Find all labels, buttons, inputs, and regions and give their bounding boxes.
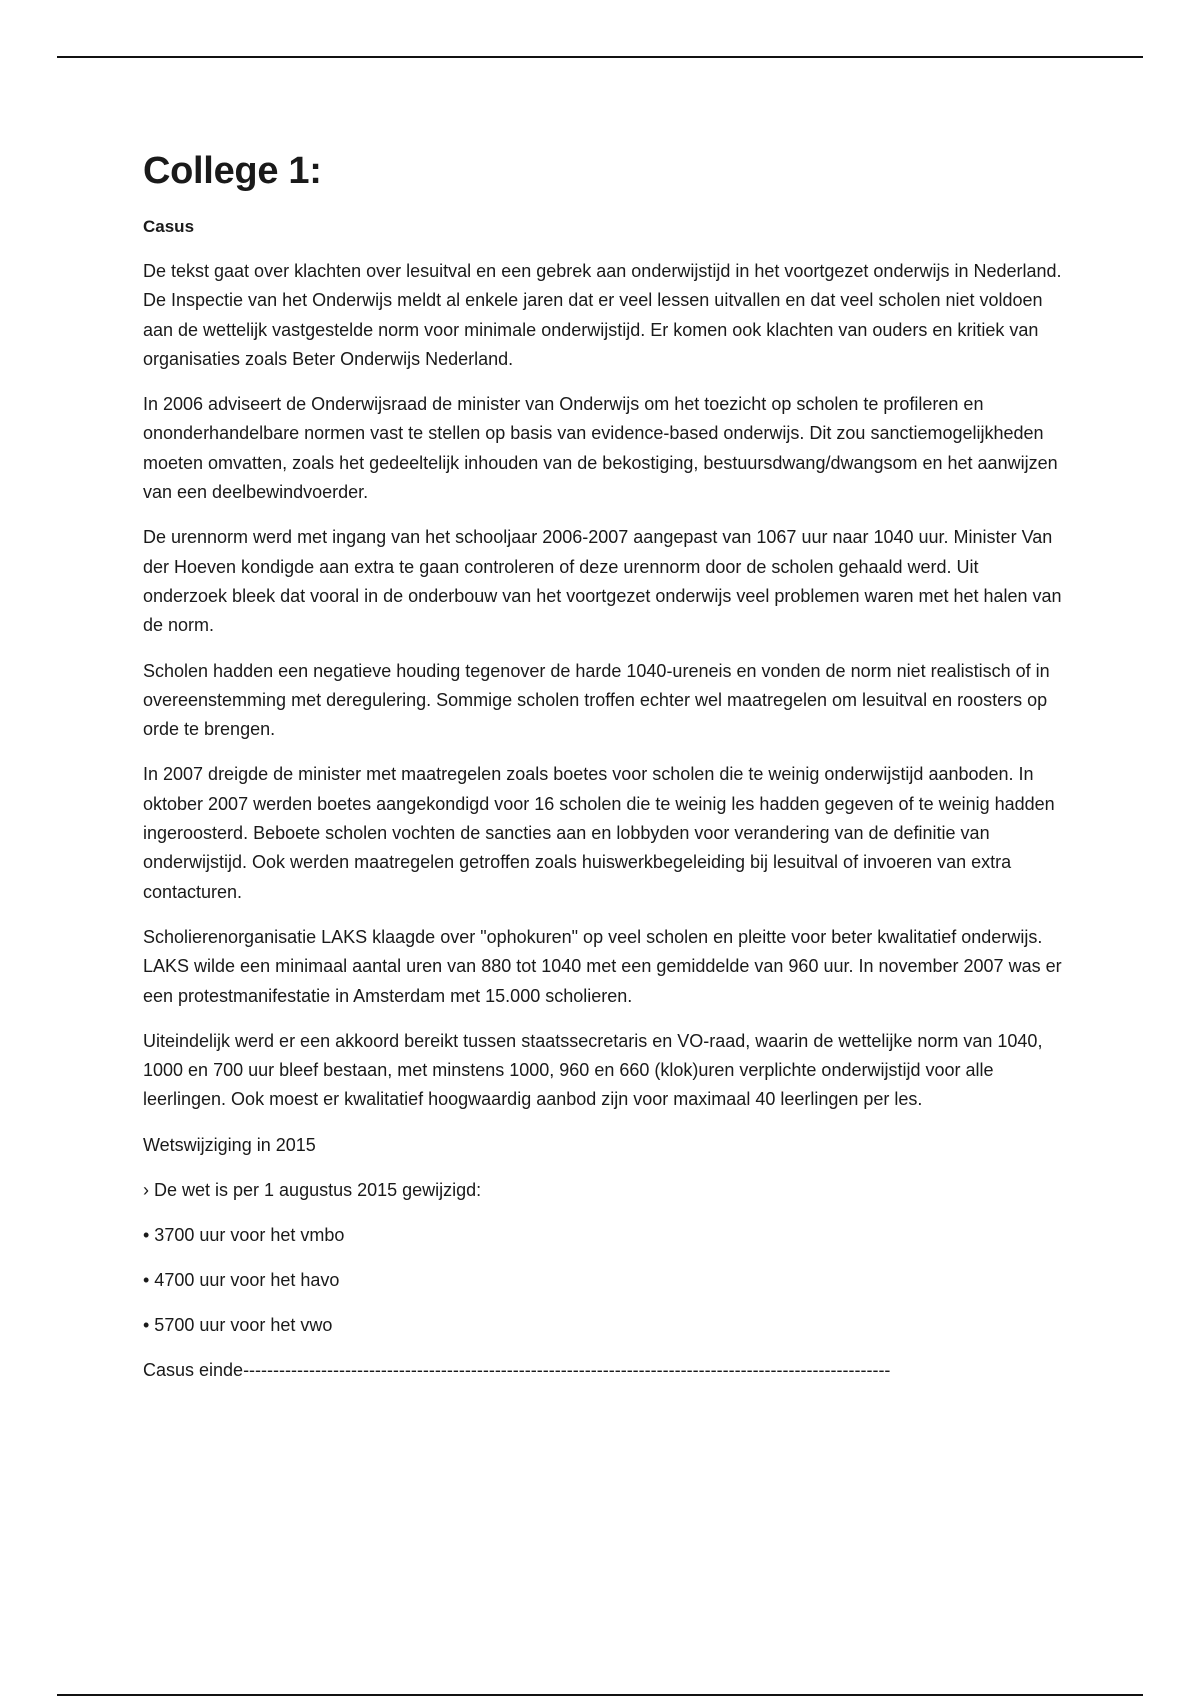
law-change-intro: › De wet is per 1 augustus 2015 gewijzigd: [143, 1179, 482, 1200]
document-title: College 1: [143, 150, 322, 192]
paragraph: Scholen hadden een negatieve houding tegenover de harde 1040-ureneis en vonden de norm niet realistisch of in overeenstemming met deregulering. Sommige scholen troffen echter wel maatregelen om lesuitval en roosters op orde te brengen. [143, 660, 1050, 740]
list-item: • 3700 uur voor het vmbo [143, 1224, 345, 1245]
document-body [143, 146, 1063, 1401]
case-end-marker: Casus einde------------------------------------------------------------------------------------------------------------ [143, 1359, 891, 1380]
law-change-heading: Wetswijziging in 2015 [143, 1134, 316, 1155]
paragraph: Uiteindelijk werd er een akkoord bereikt tussen staatssecretaris en VO-raad, waarin de wettelijke norm van 1040, 1000 en 700 uur bleef bestaan, met minstens 1000, 960 en 660 (klok)uren verplichte onderwijstijd voor alle leerlingen. Ook moest er kwalitatief hoogwaardig aanbod zijn voor maximaal 40 leerlingen per les. [143, 1030, 1043, 1110]
section-label-casus: Casus [143, 217, 195, 236]
paragraph: In 2007 dreigde de minister met maatregelen zoals boetes voor scholen die te weinig onderwijstijd aanboden. In oktober 2007 werden boetes aangekondigd voor 16 scholen die te weinig les hadden gegeven of te weinig hadden ingeroosterd. Beboete scholen vochten de sancties aan en lobbyden voor verandering van de definitie van onderwijstijd. Ook werden maatregelen getroffen zoals huiswerkbegeleiding bij lesuitval of invoeren van extra contacturen. [143, 764, 1055, 902]
list-item: • 5700 uur voor het vwo [143, 1314, 333, 1335]
paragraph: De tekst gaat over klachten over lesuitval en een gebrek aan onderwijstijd in het voortgezet onderwijs in Nederland. De Inspectie van het Onderwijs meldt al enkele jaren dat er veel lessen uitvallen en dat veel scholen niet voldoen aan de wettelijk vastgestelde norm voor minimale onderwijstijd. Er komen ook klachten van ouders en kritiek van organisaties zoals Beter Onderwijs Nederland. [143, 261, 1062, 369]
paragraph: Scholierenorganisatie LAKS klaagde over "ophokuren" op veel scholen en pleitte voor beter kwalitatief onderwijs. LAKS wilde een minimaal aantal uren van 880 tot 1040 met een gemiddelde van 960 uur. In november 2007 was er een protestmanifestatie in Amsterdam met 15.000 scholieren. [143, 926, 1062, 1006]
paragraph: In 2006 adviseert de Onderwijsraad de minister van Onderwijs om het toezicht op scholen te profileren en ononderhandelbare normen vast te stellen op basis van evidence-based onderwijs. Dit zou sanctiemogelijkheden moeten omvatten, zoals het gedeeltelijk inhouden van de bekostiging, bestuursdwang/dwangsom en het aanwijzen van een deelbewindvoerder. [143, 394, 1058, 503]
paragraph: De urennorm werd met ingang van het schooljaar 2006-2007 aangepast van 1067 uur naar 1040 uur. Minister Van der Hoeven kondigde aan extra te gaan controleren of deze urennorm door de scholen gehaald werd. Uit onderzoek bleek dat vooral in de onderbouw van het voortgezet onderwijs veel problemen waren met het halen van de norm. [143, 527, 1062, 636]
top-divider [57, 56, 1143, 58]
bottom-divider [57, 1694, 1143, 1696]
list-item: • 4700 uur voor het havo [143, 1269, 340, 1290]
